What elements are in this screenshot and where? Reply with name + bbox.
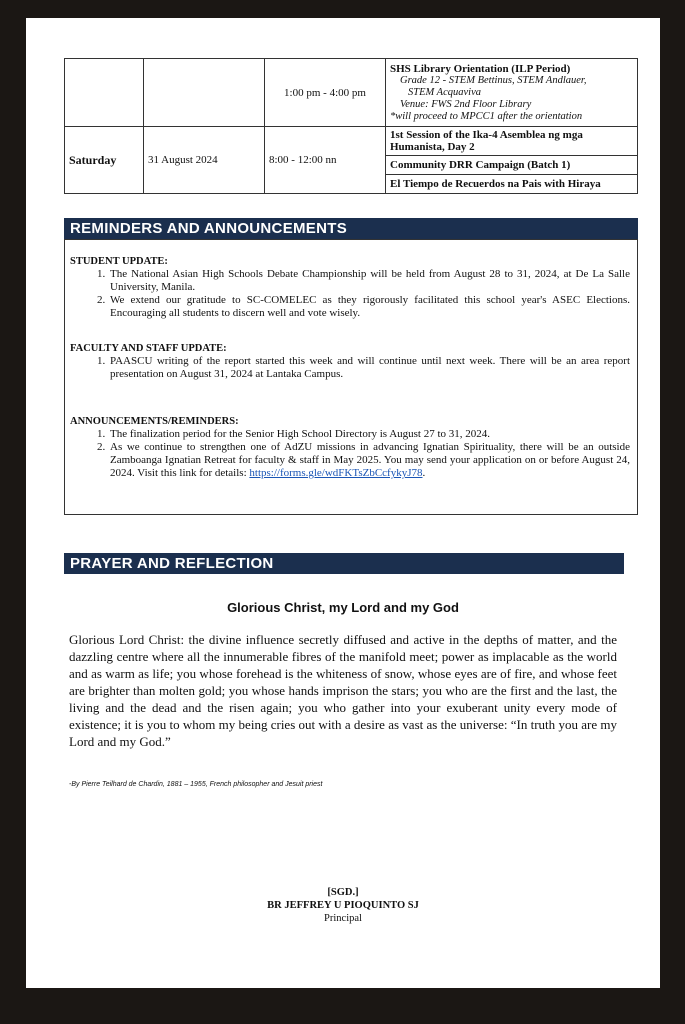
list-item: 1. The finalization period for the Senior High School Directory is August 27 to 31, 2024. [108, 428, 630, 441]
prayer-banner: PRAYER AND REFLECTION [64, 553, 624, 574]
event-detail: Grade 12 - STEM Bettinus, STEM Andlauer, [400, 74, 587, 86]
schedule-table [64, 58, 638, 194]
event-title: SHS Library Orientation (ILP Period) [390, 62, 571, 75]
list-item [108, 441, 630, 480]
event-cell: Community DRR Campaign (Batch 1) [386, 156, 638, 175]
event-detail: Venue: FWS 2nd Floor Library [400, 98, 532, 110]
date-cell [144, 59, 265, 127]
link-end: . [422, 467, 426, 479]
student-update [70, 255, 630, 320]
event-note: *will proceed to MPCC1 after the orientation [390, 110, 583, 122]
reminders-banner: REMINDERS AND ANNOUNCEMENTS [64, 218, 638, 239]
date-cell: 31 August 2024 [144, 127, 265, 194]
signature-block [26, 886, 660, 925]
student-update-heading: STUDENT UPDATE: [70, 256, 168, 267]
event-cell: El Tiempo de Recuerdos na Pais with Hiraya [386, 175, 638, 194]
day-cell: Saturday [65, 127, 144, 194]
table-row [65, 59, 638, 127]
day-cell [65, 59, 144, 127]
time-cell: 8:00 - 12:00 nn [265, 127, 386, 194]
faculty-update-heading: FACULTY AND STAFF UPDATE: [70, 343, 227, 354]
time-cell: 1:00 pm - 4:00 pm [265, 59, 386, 127]
prayer-title: Glorious Christ, my Lord and my God [227, 600, 459, 615]
announcements-heading: ANNOUNCEMENTS/REMINDERS: [70, 416, 239, 427]
document-page [26, 18, 660, 988]
table-row [65, 127, 638, 156]
list-item-text: As we continue to strengthen one of AdZU missions in advancing Ignatian Spirituality, there will be an outside Zamboanga Ignatian Retreat for faculty & staff in May 2025. You may send your application on or before August 24, 2024. Visit this link for details: [110, 441, 630, 479]
event-detail: STEM Acquaviva [408, 86, 481, 98]
faculty-update [70, 342, 630, 381]
list-item: 2. We extend our gratitude to SC-COMELEC as they rigorously facilitated this school year's ASEC Elections. Encouraging all students to discern well and vote wisely. [108, 294, 630, 320]
signed-mark: [SGD.] [327, 887, 359, 898]
announcements [70, 415, 630, 480]
signatory-role: Principal [324, 913, 362, 924]
event-cell: 1st Session of the Ika-4 Asemblea ng mga Humanista, Day 2 [386, 127, 638, 156]
prayer-credit: -By Pierre Teilhard de Chardin, 1881 – 1955, French philosopher and Jesuit priest [69, 781, 323, 788]
form-link[interactable]: https://forms.gle/wdFKTsZbCcfykyJ78 [249, 467, 423, 479]
list-item: 1. The National Asian High Schools Debate Championship will be held from August 28 to 31, 2024, at De La Salle University, Manila. [108, 268, 630, 294]
prayer-body: Glorious Lord Christ: the divine influence secretly diffused and active in the depths of matter, and the dazzling centre where all the innumerable fibres of the manifold meet; power as implacable as the world and as warm as life; you whose forehead is the whiteness of snow, whose eyes are of fire, and whose feet are brighter than molten gold; you whose hands imprison the stars; you who are the first and the last, the living and the dead and the risen again; you who gather into your exuberant unity every mode of existence; it is you to whom my being cries out with a desire as vast as the universe: “In truth you are my Lord and my God.” [69, 632, 617, 749]
event-cell [386, 59, 638, 127]
list-item: 1. PAASCU writing of the report started this week and will continue until next week. There will be an area report presentation on August 31, 2024 at Lantaka Campus. [108, 355, 630, 381]
signatory-name: BR JEFFREY U PIOQUINTO SJ [267, 900, 419, 911]
